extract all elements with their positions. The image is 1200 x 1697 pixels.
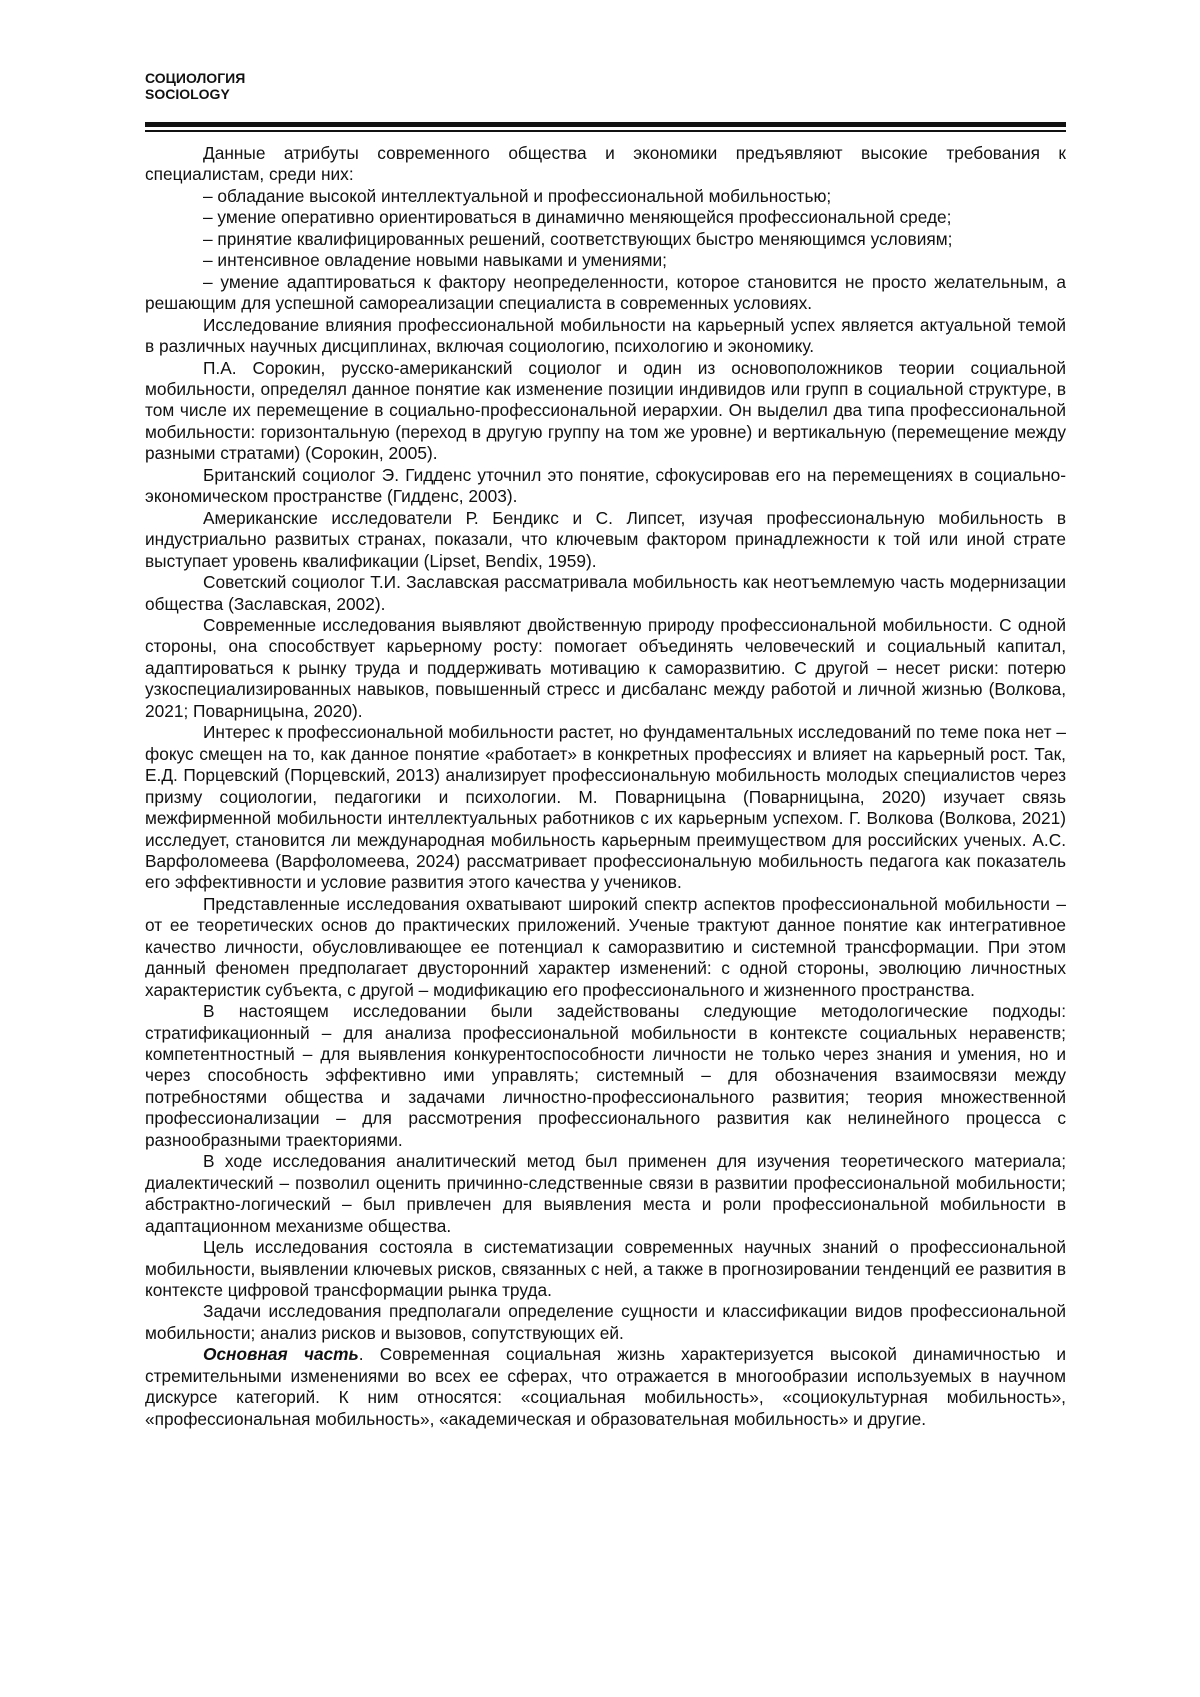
body-paragraph: Советский социолог Т.И. Заславская рассматривала мобильность как неотъемлемую часть модернизации общества (Заславская, 2002). [145, 572, 1066, 614]
main-part-text: . Современная социальная жизнь характеризуется высокой динамичностью и стремительными изменениями во всех ее сферах, что отражается в многообразии используемых в научном дискурсе категорий. К ним относятся: «социальная мобильность», «социокультурная мобильность», «профессиональная мобильность», «академическая и образовательная мобильность» и другие. [145, 1344, 1066, 1429]
body-paragraph: Исследование влияния профессиональной мобильности на карьерный успех является актуальной темой в различных научных дисциплинах, включая социологию, психологию и экономику. [145, 314, 1066, 357]
article-body [145, 143, 1066, 1430]
requirements-list [145, 186, 1066, 315]
section-title-ru: СОЦИОЛОГИЯ [145, 70, 246, 86]
body-paragraph: П.А. Сорокин, русско-американский социолог и один из основоположников теории социальной мобильности, определял данное понятие как изменение позиции индивидов или групп в социальной структуре, в том числе их перемещение в социально-профессиональной иерархии. Он выделил два типа профессиональной мобильности: горизонтальную (переход в другую группу на том же уровне) и вертикальную (перемещение между разными стратами) (Сорокин, 2005). [145, 357, 1066, 464]
body-paragraph: Интерес к профессиональной мобильности растет, но фундаментальных исследований по теме пока нет – фокус смещен на то, как данное понятие «работает» в конкретных профессиях и влияет на карьерный рост. Так, Е.Д. Порцевский (Порцевский, 2013) анализирует профессиональную мобильность молодых специалистов через призму социологии, педагогики и психологии. М. Поварницына (Поварницына, 2020) изучает связь межфирменной мобильности интеллектуальных работников с их карьерным успехом. Г. Волкова (Волкова, 2021) исследует, становится ли международная мобильность карьерным преимуществом для российских ученых. А.С. Варфоломеева (Варфоломеева, 2024) рассматривает профессиональную мобильность педагога как показатель его эффективности и условие развития этого качества у учеников. [145, 722, 1066, 893]
body-paragraph: В ходе исследования аналитический метод был применен для изучения теоретического материала; диалектический – позволил оценить причинно-следственные связи в развитии профессиональной мобильности; абстрактно-логический – был привлечен для выявления места и роли профессиональной мобильности в адаптационном механизме общества. [145, 1151, 1066, 1236]
header-rule-thin [145, 130, 1066, 132]
running-head [145, 70, 245, 102]
requirement-item: – умение адаптироваться к фактору неопределенности, которое становится не просто желательным, а решающим для успешной самореализации специалиста в современных условиях. [145, 271, 1066, 314]
requirement-item: – принятие квалифицированных решений, соответствующих быстро меняющимся условиям; [203, 228, 953, 249]
body-paragraph: Британский социолог Э. Гидденс уточнил это понятие, сфокусировав его на перемещениях в социально-экономическом пространстве (Гидденс, 2003). [145, 464, 1066, 507]
body-paragraph: Цель исследования состояла в систематизации современных научных знаний о профессиональной мобильности, выявлении ключевых рисков, связанных с ней, а также в прогнозировании тенденций ее развития в контексте цифровой трансформации рынка труда. [145, 1237, 1066, 1301]
main-part-heading: Основная часть [203, 1344, 359, 1365]
body-paragraph: Современные исследования выявляют двойственную природу профессиональной мобильности. С одной стороны, она способствует карьерному росту: помогает объединять человеческий и социальный капитал, адаптироваться к рынку труда и поддерживать мотивацию к саморазвитию. С другой – несет риски: потерю узкоспециализированных навыков, повышенный стресс и дисбаланс между работой и личной жизнью (Волкова, 2021; Поварницына, 2020). [145, 614, 1066, 721]
requirement-item: – умение оперативно ориентироваться в динамично меняющейся профессиональной среде; [203, 207, 952, 228]
header-rule-thick [145, 122, 1066, 127]
intro-paragraph: Данные атрибуты современного общества и экономики предъявляют высокие требования к специалистам, среди них: [145, 143, 1066, 185]
requirement-item: – обладание высокой интеллектуальной и профессиональной мобильностью; [203, 185, 832, 206]
body-paragraph: Американские исследователи Р. Бендикс и С. Липсет, изучая профессиональную мобильность в индустриально развитых странах, показали, что ключевым фактором принадлежности к той или иной страте выступает уровень квалификации (Lipset, Bendix, 1959). [145, 507, 1066, 571]
requirement-item: – интенсивное овладение новыми навыками и умениями; [203, 250, 667, 271]
body-paragraph: Задачи исследования предполагали определение сущности и классификации видов профессиональной мобильности; анализ рисков и вызовов, сопутствующих ей. [145, 1301, 1066, 1343]
body-paragraph: В настоящем исследовании были задействованы следующие методологические подходы: стратификационный – для анализа профессиональной мобильности в контексте социальных неравенств; компетентностный – для выявления конкурентоспособности личности не только через знания и умения, но и через способность эффективно ими управлять; системный – для обозначения взаимосвязи между потребностями общества и задачами личностно-профессионального развития; теория множественной профессионализации – для рассмотрения профессионального развития как нелинейного процесса с разнообразными траекториями. [145, 1001, 1066, 1150]
main-part-paragraph [145, 1344, 1066, 1430]
section-title-en: SOCIOLOGY [145, 86, 230, 102]
body-paragraph: Представленные исследования охватывают широкий спектр аспектов профессиональной мобильности – от ее теоретических основ до практических приложений. Ученые трактуют данное понятие как интегративное качество личности, обусловливающее ее потенциал к саморазвитию и системной трансформации. При этом данный феномен предполагает двусторонний характер изменений: с одной стороны, эволюцию личностных характеристик субъекта, с другой – модификацию его профессионального и жизненного пространства. [145, 893, 1066, 1000]
